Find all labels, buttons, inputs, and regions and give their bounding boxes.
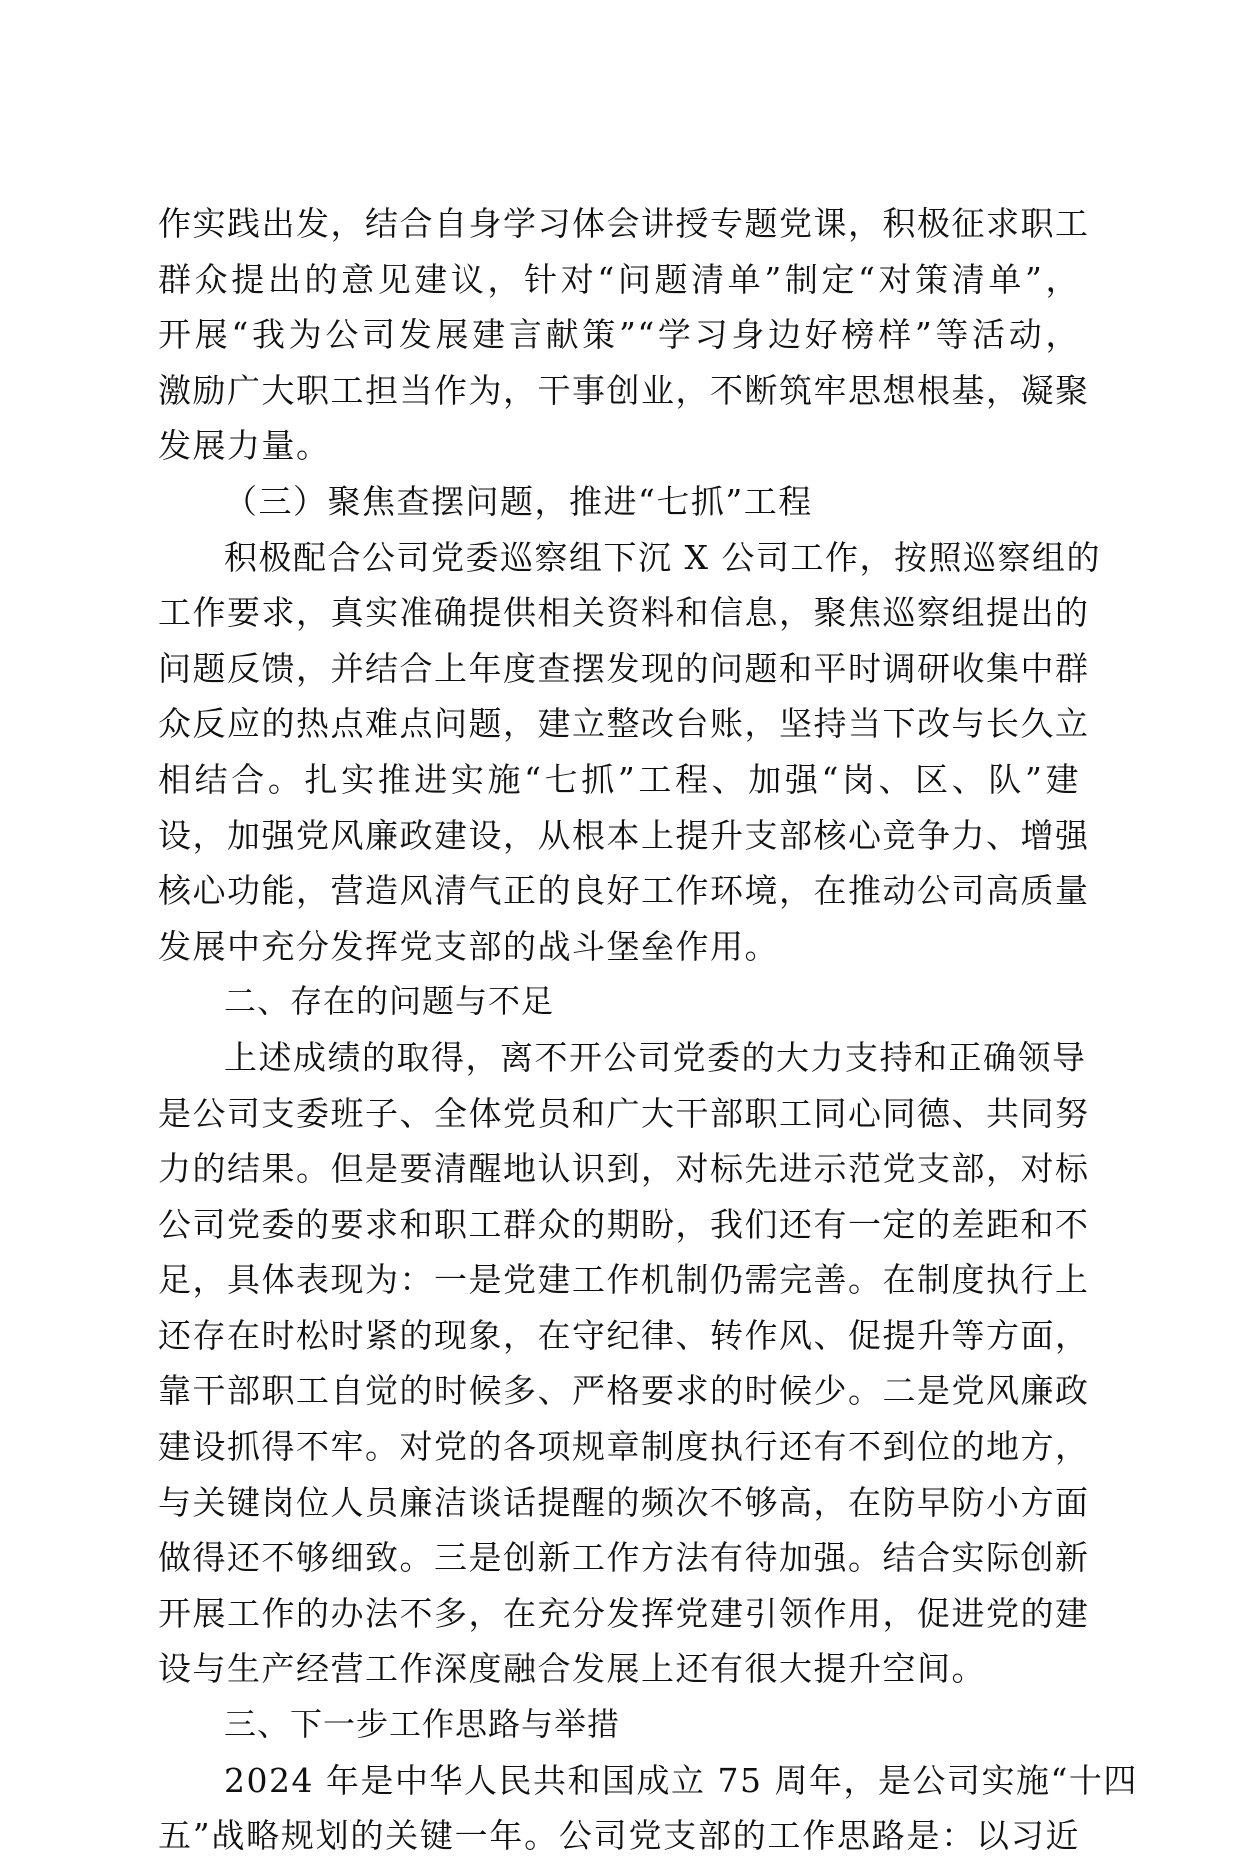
text-line: 靠干部职工自觉的时候多、严格要求的时候少。二是党风廉政 bbox=[158, 1371, 1090, 1411]
text-line: 相结合。扎实推进实施“七抓”工程、加强“岗、区、队”建 bbox=[158, 759, 1080, 799]
paragraph-next-steps bbox=[158, 1753, 1138, 1864]
text-line: 力的结果。但是要清醒地认识到，对标先进示范党支部，对标 bbox=[158, 1149, 1090, 1189]
text-line: 是公司支委班子、全体党员和广大干部职工同心同德、共同努 bbox=[158, 1093, 1090, 1133]
subheading-three: （三）聚焦查摆问题，推进“七抓”工程 bbox=[224, 481, 813, 521]
heading-problems: 二、存在的问题与不足 bbox=[224, 982, 555, 1021]
text-line: 还存在时松时紧的现象，在守纪律、转作风、促提升等方面， bbox=[158, 1315, 1090, 1355]
text-line: 建设抓得不牢。对党的各项规章制度执行还有不到位的地方， bbox=[158, 1427, 1090, 1467]
paragraph-problems bbox=[158, 1030, 1090, 1697]
text-line: 做得还不够细致。三是创新工作方法有待加强。结合实际创新 bbox=[158, 1538, 1090, 1578]
text-line: 作实践出发，结合自身学习体会讲授专题党课，积极征求职工 bbox=[158, 204, 1090, 243]
text-line: 设，加强党风廉政建设，从根本上提升支部核心竞争力、增强 bbox=[158, 815, 1090, 855]
text-line: 足，具体表现为：一是党建工作机制仍需完善。在制度执行上 bbox=[158, 1260, 1090, 1300]
document-body bbox=[158, 196, 1138, 1864]
text-line: 开展工作的办法不多，在充分发挥党建引领作用，促进党的建 bbox=[158, 1593, 1090, 1633]
text-line: 上述成绩的取得，离不开公司党委的大力支持和正确领导 bbox=[224, 1037, 1087, 1077]
paragraph-intro bbox=[158, 196, 1090, 474]
text-line: 公司党委的要求和职工群众的期盼，我们还有一定的差距和不 bbox=[158, 1204, 1090, 1244]
text-line: 积极配合公司党委巡察组下沉 X 公司工作，按照巡察组的 bbox=[224, 537, 1101, 577]
text-line: 工作要求，真实准确提供相关资料和信息，聚焦巡察组提出的 bbox=[158, 593, 1090, 633]
paragraph-section-three bbox=[158, 530, 1101, 975]
text-line: 核心功能，营造风清气正的良好工作环境，在推动公司高质量 bbox=[158, 871, 1090, 911]
text-line: 2024 年是中华人民共和国成立 75 周年，是公司实施“十四 bbox=[224, 1760, 1138, 1800]
text-line: 发展力量。 bbox=[158, 426, 331, 466]
text-line: 设与生产经营工作深度融合发展上还有很大提升空间。 bbox=[158, 1649, 986, 1689]
text-line: 激励广大职工担当作为，干事创业，不断筑牢思想根基，凝聚 bbox=[158, 370, 1090, 410]
text-line: 问题反馈，并结合上年度查摆发现的问题和平时调研收集中群 bbox=[158, 648, 1090, 688]
text-line: 与关键岗位人员廉洁谈话提醒的频次不够高，在防早防小方面 bbox=[158, 1482, 1090, 1522]
text-line: 开展“我为公司发展建言献策”“学习身边好榜样”等活动， bbox=[158, 315, 1080, 355]
heading-next-steps: 三、下一步工作思路与举措 bbox=[224, 1705, 621, 1744]
text-line: 发展中充分发挥党支部的战斗堡垒作用。 bbox=[158, 926, 779, 966]
text-line: 五”战略规划的关键一年。公司党支部的工作思路是：以习近 bbox=[158, 1816, 1080, 1856]
text-line: 群众提出的意见建议，针对“问题清单”制定“对策清单”， bbox=[158, 259, 1080, 299]
text-line: 众反应的热点难点问题，建立整改台账，坚持当下改与长久立 bbox=[158, 704, 1090, 744]
